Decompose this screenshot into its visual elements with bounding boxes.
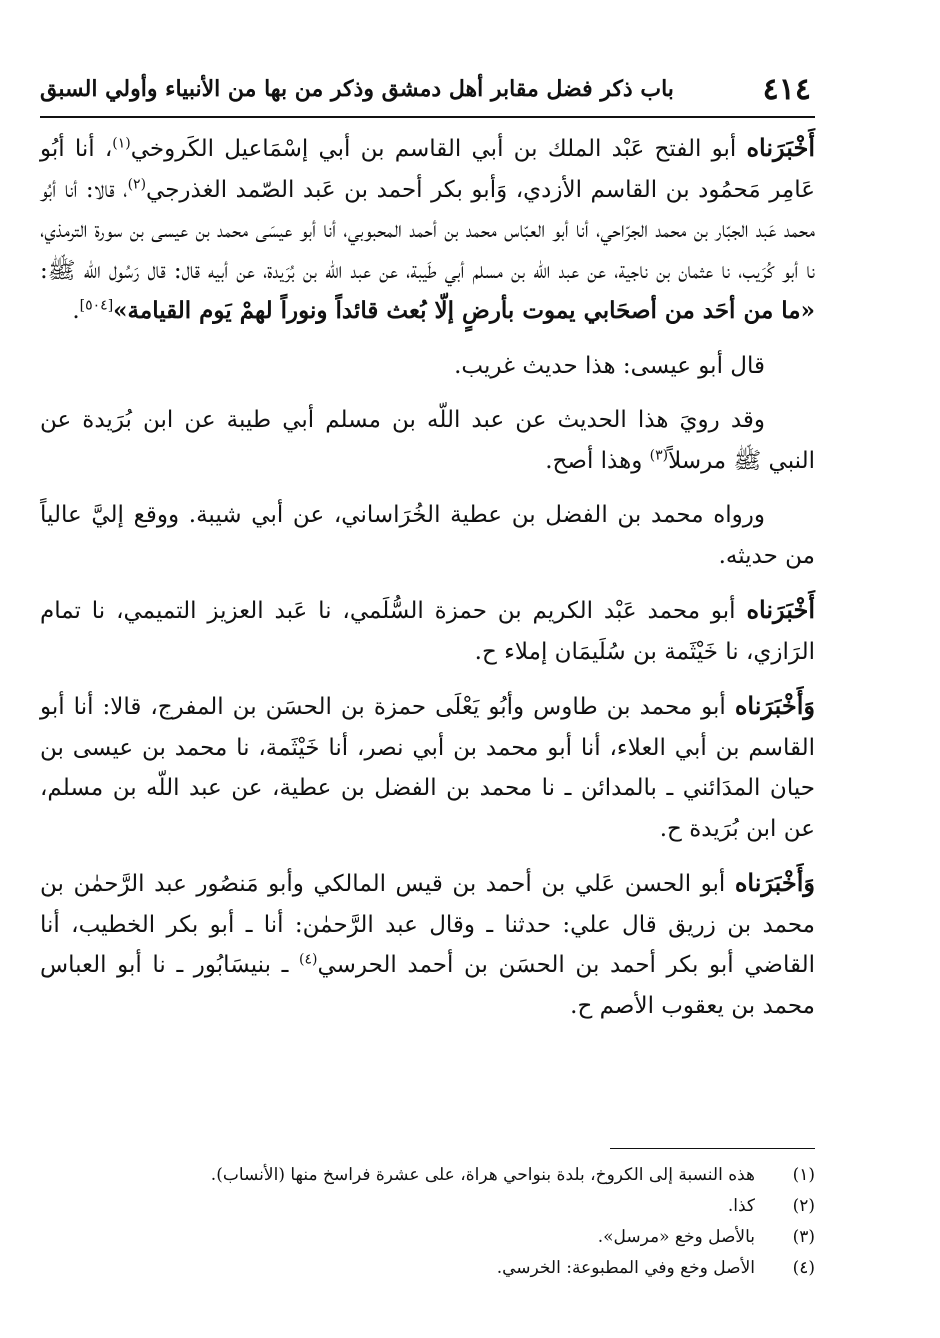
paragraph-text: ، قالا: أنا أبُو محمد عَبد الجبّار بن محمد الجرّاحي، أنا أبو العبّاس محمد بن أحمد المحبوبي، أنا أبو عيسَى محمد بن عيسى بن سورة الترمذي، نا أبو كُرَيب، نا عثمان بن ناجية، عن عبد اللّه بن مسلم أبي طَيبة، عن عبد اللّه بن بُرَيدة، عن أبيه قال: قال رَسُول الله ﷺ: — [40, 176, 815, 284]
footnote-rule — [610, 1148, 815, 1149]
footnote-text: بالأصل وخع «مرسل». — [597, 1227, 755, 1247]
paragraph-text: أبو محمد عَبْد الكريم بن حمزة السُّلَمي، نا عَبد العزيز التميمي، نا تمام الرَازي، نا خَيْثَمة بن سُلَيمَان إملاء ح. — [40, 598, 815, 665]
paragraph-text: ، أنا أبُو عَامِر مَحمُود بن القاسم الأزدي، وَأبو بكر أحمد بن عَبد الصّمد الغذرجي — [40, 136, 815, 203]
paragraph-text: وقد رويَ هذا الحديث عن عبد اللّه بن مسلم أبي طيبة عن ابن بُرَيدة عن النبي ﷺ مرسلاً — [40, 407, 815, 474]
footnote-text: كذا. — [727, 1196, 755, 1216]
footnote-text: هذه النسبة إلى الكروخ، بلدة بنواحي هراة، على عشرة فراسخ منها (الأنساب). — [210, 1165, 755, 1185]
paragraph-mursal — [40, 400, 815, 481]
paragraph-isnad-1 — [40, 128, 815, 332]
isnad-keyword: وَأَخْبَرَناه — [734, 691, 815, 720]
hadith-text: «ما من أحَد من أصحَابي يموت بأرضٍ إلّا بُعث قائداً ونوراً لهمْ يَوم القيامة» — [113, 297, 815, 324]
running-header — [40, 66, 815, 112]
chapter-title: باب ذكر فضل مقابر أهل دمشق وذكر من بها من الأنبياء وأولي السبق — [40, 76, 674, 102]
footnote — [40, 1253, 815, 1284]
footnote — [40, 1160, 815, 1191]
footnote — [40, 1191, 815, 1222]
paragraph-text: أبو محمد بن طاوس وأبُو يَعْلَى حمزة بن الحسَن بن المفرج، قالا: أنا أبو القاسم بن أبي العلاء، أنا أبو محمد بن أبي نصر، أنا خَيْثَمة، نا محمد بن عيسى بن حيان المدَائني ـ بالمدائن ـ نا محمد بن الفضل بن عطية، عن عبد اللّه بن مسلم، عن ابن بُرَيدة ح. — [40, 694, 815, 842]
paragraph-text: أبو الحسن عَلي بن أحمد بن قيس المالكي وأبو مَنصُور عبد الرَّحمٰن بن محمد بن زريق قال علي: حدثنا ـ وقال عبد الرَّحمٰن: أنا ـ أبو بكر الخطيب، أنا القاضي أبو بكر أحمد بن الحسَن بن أحمد الحرسي — [40, 871, 815, 978]
paragraph-isnad-2 — [40, 590, 815, 672]
footnote-number: (٣) — [792, 1227, 815, 1247]
paragraph-isnad-3 — [40, 686, 815, 849]
paragraph-text: ـ بنيسَابُور ـ نا أبو العباس محمد بن يعقوب الأصم ح. — [40, 952, 815, 1019]
footnotes — [40, 1160, 815, 1284]
page-number: ٤١٤ — [762, 72, 811, 107]
footnote-marker: (٢) — [127, 175, 147, 192]
paragraph-end: . — [72, 298, 80, 324]
footnote-number: (٤) — [792, 1258, 815, 1278]
footnote-text: الأصل وخع وفي المطبوعة: الخرسي. — [496, 1258, 755, 1278]
isnad-keyword: وَأَخْبَرَناه — [734, 868, 815, 897]
footnote-marker: (٤) — [298, 951, 318, 968]
footnote-number: (٢) — [792, 1196, 815, 1216]
footnote-number: (١) — [792, 1165, 815, 1185]
paragraph-isnad-4 — [40, 863, 815, 1026]
isnad-keyword: أَخْبَرَناه — [746, 133, 815, 162]
footnote-marker: (٣) — [649, 446, 669, 463]
main-text — [40, 128, 815, 1040]
paragraph-text: أبو الفتح عَبْد الملك بن أبي القاسم بن أبي إسْمَاعيل الكَروخي — [130, 136, 747, 162]
isnad-keyword: أَخْبَرَناه — [746, 595, 815, 624]
paragraph-text: ورواه محمد بن الفضل بن عطية الخُرَاساني، عن أبي شيبة. ووقع إليَّ عالياً من حديثه. — [40, 502, 815, 569]
footnote — [40, 1222, 815, 1253]
paragraph-text: وهذا أصح. — [545, 447, 650, 474]
paragraph-riwaya — [40, 495, 815, 576]
paragraph-comment — [40, 346, 815, 387]
paragraph-text: قال أبو عيسى: هذا حديث غريب. — [454, 352, 765, 379]
hadith-reference: [٥٠٤] — [79, 297, 114, 314]
header-rule — [40, 116, 815, 118]
footnote-marker: (١) — [112, 135, 131, 152]
